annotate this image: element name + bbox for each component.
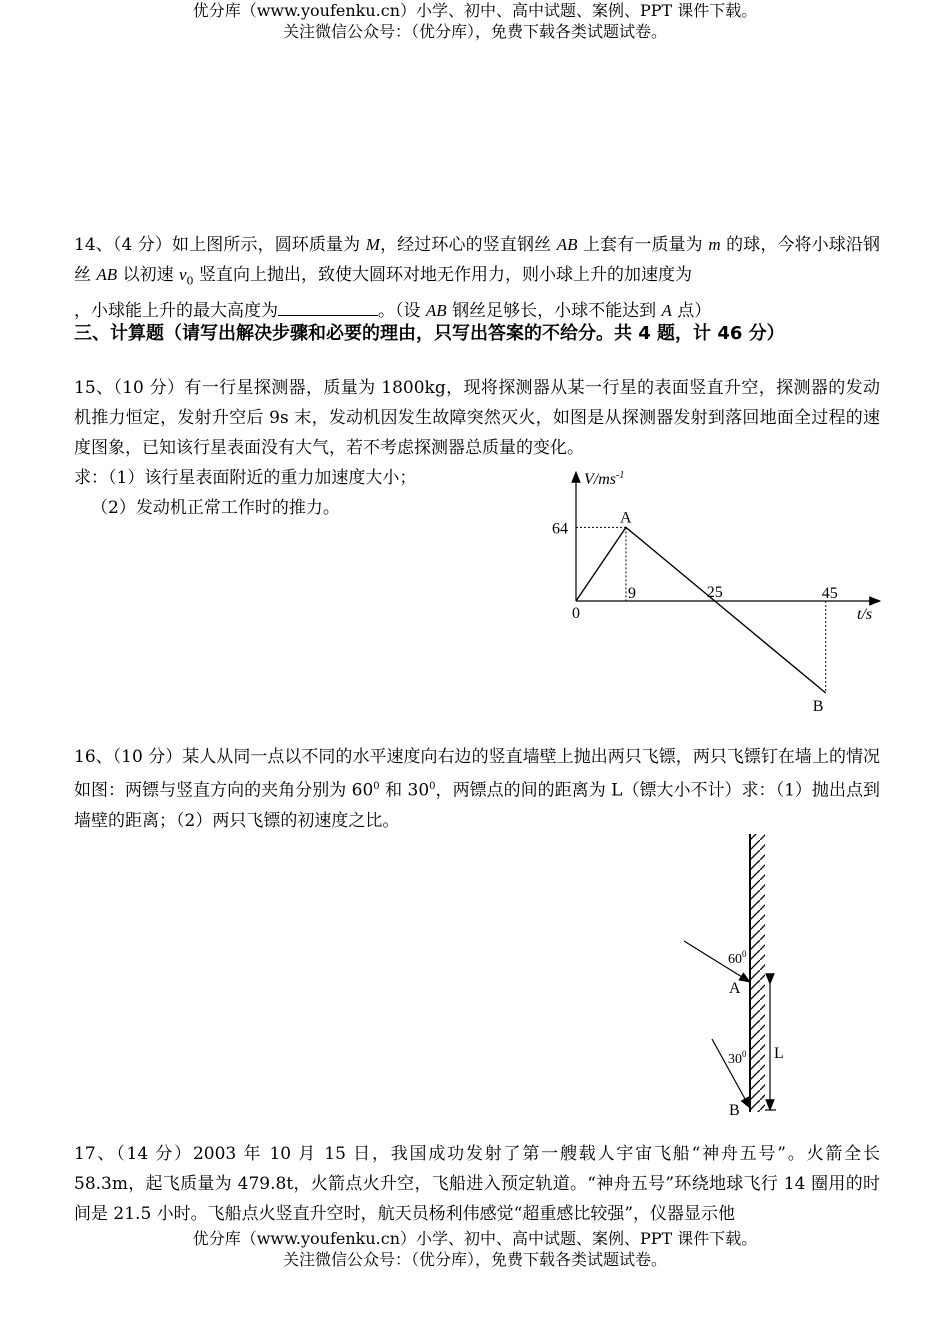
q14-wire-AB: AB <box>425 301 447 321</box>
q14-text: ，经过环心的竖直钢丝 <box>379 235 557 255</box>
header-line-1: 优分库（www.youfenku.cn）小学、初中、高中试题、案例、PPT 课件下载。 <box>192 1 758 20</box>
q14-text: 以初速 <box>117 265 179 285</box>
q14-text: 点） <box>671 301 712 322</box>
header <box>0 0 950 42</box>
x-tick-9: 9 <box>627 585 636 602</box>
q15-text: 15、（10 分）有一行星探测器，质量为 1800kg，现将探测器从某一行星的表面竖直升空，探测器的发动机推力恒定，发射升空后 9s 末，发动机因发生故障突然灭火，如图是从探测器发射到落回地面全过程的速度图象，已知该行星表面没有大气，若不考虑探测器总质量的变化。 <box>74 378 880 458</box>
q14-text: 竖直向上抛出，致使大圆环对地无作用力，则小球上升的加速度为 <box>193 265 692 285</box>
q14-text: 钢丝足够长，小球不能达到 <box>446 301 662 322</box>
x-tick-0: 0 <box>572 605 580 622</box>
header-line-2: 关注微信公众号：（优分库），免费下载各类试题试卷。 <box>282 22 667 41</box>
q14-text: 14、（4 分）如上图所示，圆环质量为 <box>74 235 366 255</box>
x-tick-25: 25 <box>706 584 723 601</box>
y-axis-label: $V/ms^{-1}$ <box>584 470 625 488</box>
q16-text: 和 30 <box>379 780 430 801</box>
answer-blank[interactable] <box>278 297 378 316</box>
distance-l-label: L <box>774 1045 784 1062</box>
q14-text: 上套有一质量为 <box>577 235 709 255</box>
q14-point-A: A <box>661 301 672 321</box>
q16-degree-sup: 0 <box>373 781 380 792</box>
q14-wire-AB: AB <box>96 265 118 284</box>
dart-wall-figure <box>670 830 810 1130</box>
x-tick-45: 45 <box>821 585 838 602</box>
question-16 <box>74 742 880 836</box>
q16-text: ，两镖点的间的距离为 L（镖大小不计）求：（1）抛出点到墙壁的距离；（2）两只飞镖的初速度之比。 <box>74 780 880 831</box>
q16-degree-sup: 0 <box>429 781 436 792</box>
footer-line-2: 关注微信公众号：（优分库），免费下载各类试题试卷。 <box>282 1250 667 1269</box>
point-b-label: B <box>812 698 824 715</box>
q17-text: 17、（14 分）2003 年 10 月 15 日，我国成功发射了第一艘载人宇宙飞船“神舟五号”。火箭全长 58.3m，起飞质量为 479.8t，火箭点火升空，飞船进入预定轨道。“神舟五号”环绕地球飞行 14 圈用的时间是 21.5 小时。飞船点火竖直升空时，航天员杨利伟感觉“超重感比较强”，仪器显示他 <box>74 1144 880 1224</box>
velocity-time-chart <box>540 462 900 724</box>
x-axis-label: t/s <box>857 606 873 623</box>
q14-text: 的球，今将小球沿钢丝 <box>74 235 881 285</box>
angle-30-label: $30^0$ <box>728 1049 747 1067</box>
angle-60-label: $60^0$ <box>728 949 747 967</box>
q14-mass-M: M <box>365 235 380 254</box>
question-17 <box>74 1139 880 1229</box>
point-a-label: A <box>619 509 632 527</box>
section-3-title: 三、计算题（请写出解决步骤和必要的理由，只写出答案的不给分。共 4 题，计 46 分） <box>74 323 785 344</box>
q15-ask-1: 求：（1）该行星表面附近的重力加速度大小； <box>74 468 417 488</box>
point-a-label: A <box>729 980 741 997</box>
q14-text: 。（设 <box>378 301 426 322</box>
q16-text: 16、（10 分）某人从同一点以不同的水平速度向右边的竖直墙壁上抛出两只飞镖，两只飞镖钉在墙上的情况如图：两镖与竖直方向的夹角分别为 60 <box>74 747 880 801</box>
point-b-label: B <box>729 1102 740 1119</box>
q15-ask-2: （2）发动机正常工作时的推力。 <box>91 498 340 518</box>
footer-line-1: 优分库（www.youfenku.cn）小学、初中、高中试题、案例、PPT 课件下载。 <box>192 1229 758 1248</box>
q14-velocity: v <box>179 265 187 284</box>
velocity-series-line <box>576 527 826 693</box>
wall-hatching <box>750 834 765 1112</box>
question-14 <box>74 230 880 326</box>
q14-mass-m: m <box>708 235 721 254</box>
q14-text: ，小球能上升的最大高度为 <box>74 301 278 322</box>
y-tick-64: 64 <box>552 520 568 538</box>
q14-wire-AB: AB <box>556 235 578 254</box>
q14-velocity-sub: 0 <box>186 274 194 288</box>
footer <box>0 1228 950 1270</box>
